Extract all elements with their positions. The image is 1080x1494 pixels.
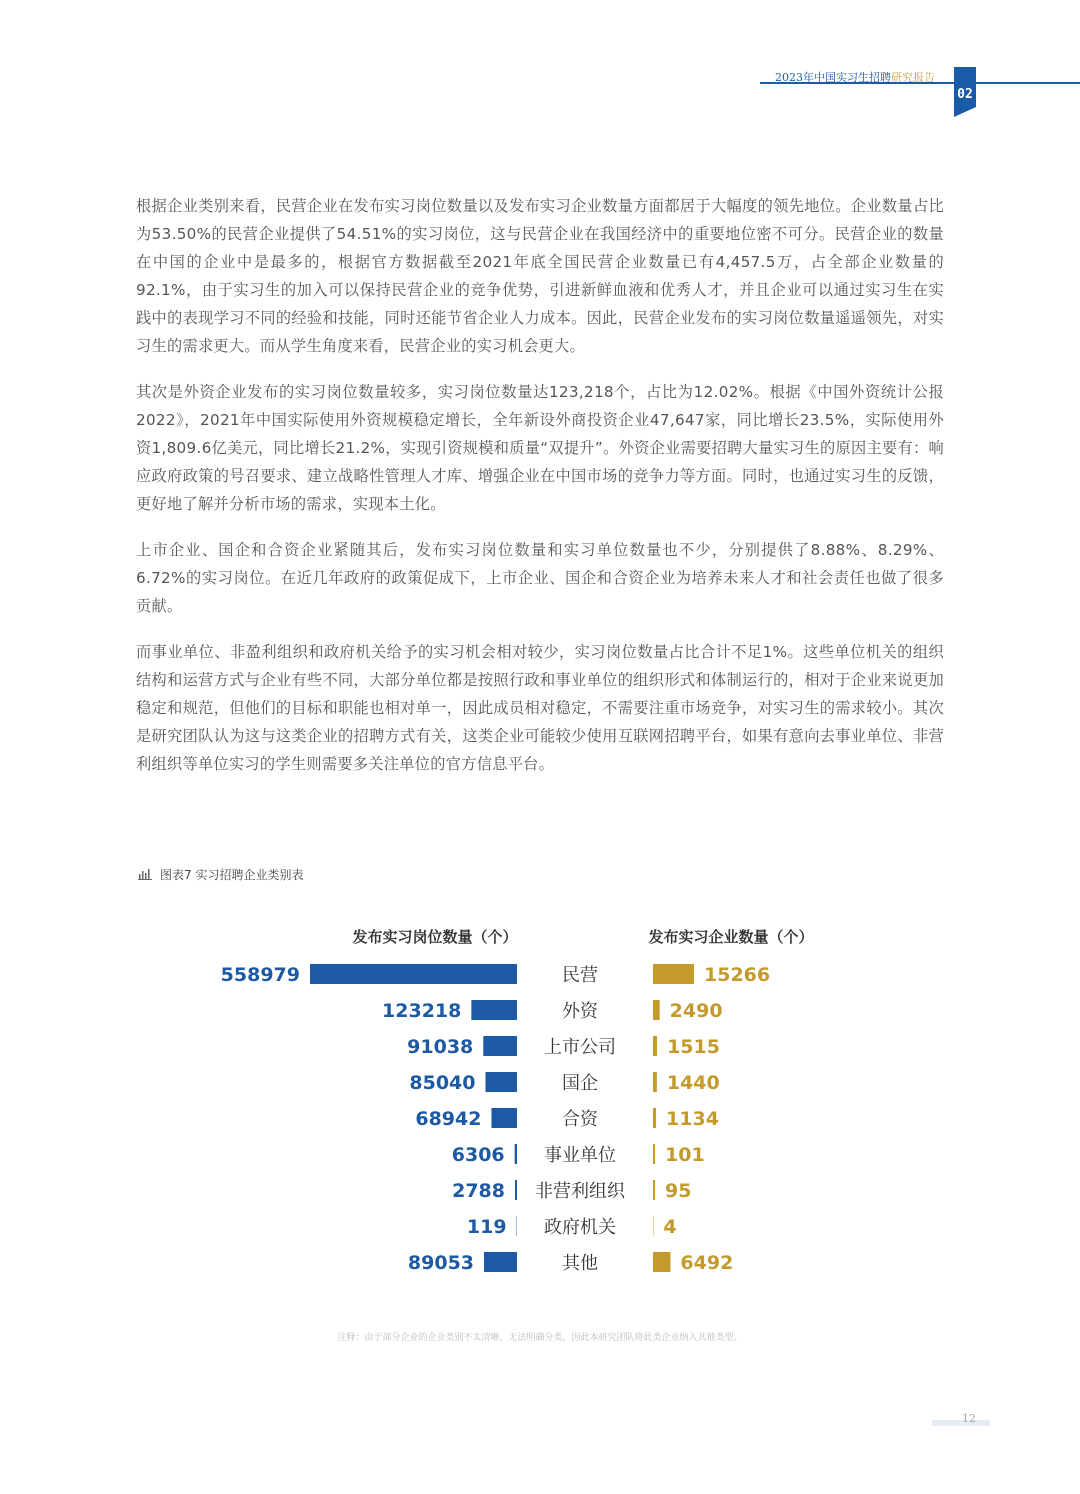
report-title-main: 2023年中国实习生招聘 <box>775 71 891 84</box>
bar-postings <box>471 1000 517 1020</box>
value-label-companies: 101 <box>665 1144 705 1166</box>
chapter-number: 02 <box>957 87 973 102</box>
paragraph: 上市企业、国企和合资企业紧随其后，发布实习岗位数量和实习单位数量也不少，分别提供了8.88%、8.29%、6.72%的实习岗位。在近几年政府的政策促成下，上市企业、国企和合资企业为培养未来人才和社会责任也做了很多贡献。 <box>136 541 944 615</box>
paragraph: 而事业单位、非盈利组织和政府机关给予的实习机会相对较少，实习岗位数量占比合计不足1%。这些单位机关的组织结构和运营方式与企业有些不同，大部分单位都是按照行政和事业单位的组织形式和体制运行的，相对于企业来说更加稳定和规范，但他们的目标和职能也相对单一，因此成员相对稳定，不需要注重市场竞争，对实习生的需求较小。其次是研究团队认为这与这类企业的招聘方式有关，这类企业可能较少使用互联网招聘平台，如果有意向去事业单位、非营利组织等单位实习的学生则需要多关注单位的官方信息平台。 <box>136 643 944 773</box>
bar-postings <box>483 1036 517 1056</box>
value-label-companies: 1134 <box>666 1108 719 1130</box>
category-label: 国企 <box>562 1073 598 1094</box>
bar-companies <box>653 1144 655 1164</box>
category-label: 事业单位 <box>544 1145 616 1166</box>
bar-companies <box>653 964 694 984</box>
right-series-title: 发布实习企业数量（个） <box>648 928 814 946</box>
bar-postings <box>310 964 517 984</box>
value-label-companies: 95 <box>665 1180 692 1202</box>
value-label-companies: 1440 <box>666 1072 720 1094</box>
bar-companies <box>653 1072 657 1092</box>
page-number: 12 <box>962 1412 976 1425</box>
left-series-title: 发布实习岗位数量（个） <box>352 928 518 946</box>
category-label: 上市公司 <box>544 1037 616 1058</box>
bar-companies <box>653 1000 660 1020</box>
category-label: 合资 <box>562 1109 598 1130</box>
bar-postings <box>491 1108 517 1128</box>
bar-postings <box>515 1180 517 1200</box>
value-label-postings: 68942 <box>415 1108 482 1130</box>
value-label-postings: 123218 <box>382 1000 462 1022</box>
category-label: 外资 <box>562 1001 598 1022</box>
report-title <box>775 69 935 85</box>
value-label-companies: 1515 <box>667 1036 720 1058</box>
bar-postings <box>484 1252 517 1272</box>
paragraph: 根据企业类别来看，民营企业在发布实习岗位数量以及发布实习企业数量方面都居于大幅度的领先地位。企业数量占比为53.50%的民营企业提供了54.51%的实习岗位，这与民营企业在我国经济中的重要地位密不可分。民营企业的数量在中国的企业中是最多的，根据官方数据截至2021年底全国民营企业数量已有4,457.5万，占全部企业数量的92.1%，由于实习生的加入可以保持民营企业的竞争优势，引进新鲜血液和优秀人才，并且企业可以通过实习生在实践中的表现学习不同的经验和技能，同时还能节省企业人力成本。因此，民营企业发布的实习岗位数量遥遥领先，对实习生的需求更大。而从学生角度来看，民营企业的实习机会更大。 <box>136 197 944 355</box>
category-label: 政府机关 <box>544 1217 616 1238</box>
value-label-postings: 2788 <box>452 1180 505 1202</box>
paragraph: 其次是外资企业发布的实习岗位数量较多，实习岗位数量达123,218个，占比为12.02%。根据《中国外资统计公报2022》，2021年中国实际使用外资规模稳定增长，全年新设外商投资企业47,647家，同比增长23.5%，实际使用外资1,809.6亿美元，同比增长21.2%，实现引资规模和质量“双提升”。外资企业需要招聘大量实习生的原因主要有：响应政府政策的号召要求、建立战略性管理人才库、增强企业在中国市场的竞争力等方面。同时，也通过实习生的反馈，更好地了解并分析市场的需求，实现本土化。 <box>136 383 944 513</box>
category-label: 非营利组织 <box>535 1181 625 1202</box>
page-number-bar <box>932 1420 990 1426</box>
value-label-companies: 6492 <box>680 1252 734 1274</box>
value-label-postings: 6306 <box>451 1144 505 1166</box>
body-text <box>136 192 944 796</box>
bar-companies <box>653 1252 670 1272</box>
value-label-companies: 4 <box>663 1216 677 1238</box>
value-label-companies: 2490 <box>669 1000 723 1022</box>
value-label-postings: 558979 <box>220 964 300 986</box>
value-label-postings: 119 <box>466 1216 507 1238</box>
footnote: 注释：由于部分企业的企业类别不太清晰，无法明确分类，因此本研究团队将此类企业纳入其他类型。 <box>337 1333 743 1343</box>
bar-chart-icon <box>138 869 152 880</box>
bar-companies <box>653 1108 656 1128</box>
value-label-companies: 15266 <box>704 964 771 986</box>
bar-postings <box>486 1072 517 1092</box>
value-label-postings: 89053 <box>407 1252 475 1274</box>
value-label-postings: 91038 <box>407 1036 474 1058</box>
bar-companies <box>653 1180 655 1200</box>
bar-postings <box>515 1144 517 1164</box>
category-label: 民营 <box>562 965 598 986</box>
report-title-accent: 研究报告 <box>891 71 935 84</box>
bar-companies <box>653 1036 657 1056</box>
category-label: 其他 <box>562 1253 598 1274</box>
chart-caption-text: 图表7 实习招聘企业类别表 <box>160 868 304 882</box>
chart-caption <box>138 866 303 883</box>
value-label-postings: 85040 <box>409 1072 476 1094</box>
